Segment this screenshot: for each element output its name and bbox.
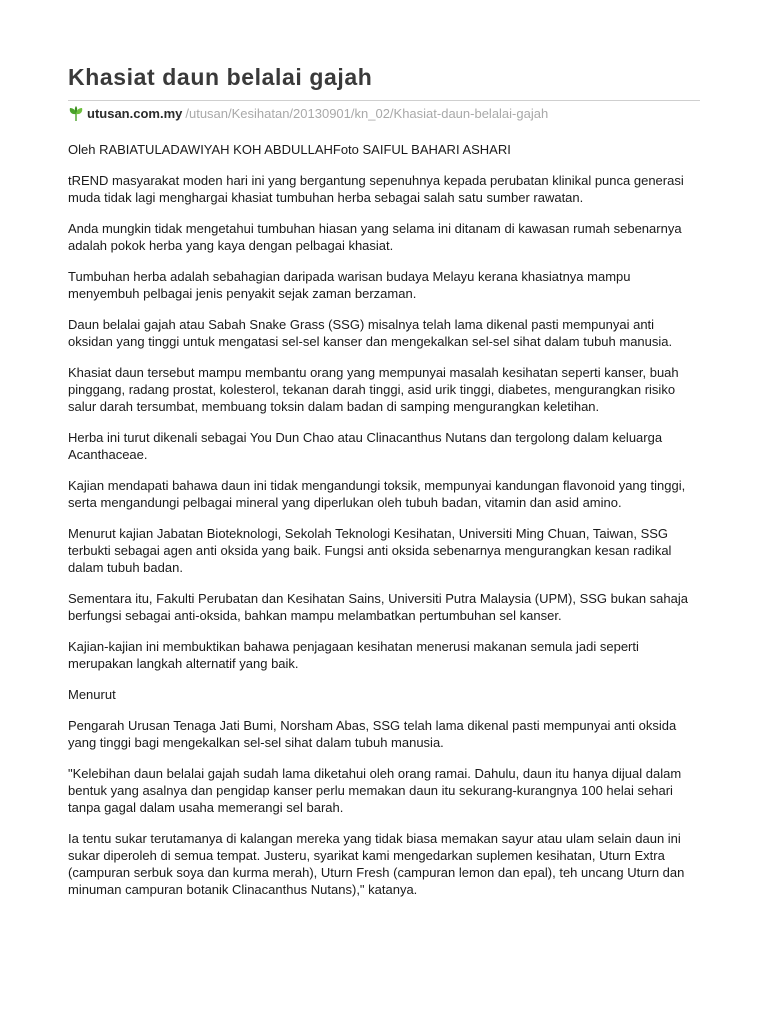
paragraph: Menurut kajian Jabatan Bioteknologi, Sekolah Teknologi Kesihatan, Universiti Ming Chuan, Taiwan, SSG terbukti sebagai agen anti oksida yang baik. Fungsi anti oksida sebenarnya mengurangkan kesan radikal dalam tubuh badan. <box>68 526 672 575</box>
article-page <box>68 62 700 912</box>
paragraph: Anda mungkin tidak mengetahui tumbuhan hiasan yang selama ini ditanam di kawasan rumah sebenarnya adalah pokok herba yang kaya dengan pelbagai khasiat. <box>68 221 682 253</box>
paragraph: Ia tentu sukar terutamanya di kalangan mereka yang tidak biasa memakan sayur atau ulam selain daun ini sukar diperoleh di semua tempat. Justeru, syarikat kami mengedarkan suplemen kesihatan, Uturn Extra (campuran serbuk soya dan kurma merah), Uturn Fresh (campuran lemon dan epal), teh uncang Uturn dan minuman campuran botanik Clinacanthus Nutans)," katanya. <box>68 831 685 897</box>
paragraph: tREND masyarakat moden hari ini yang bergantung sepenuhnya kepada perubatan klinikal punca generasi muda tidak lagi menghargai khasiat tumbuhan herba sebagai salah satu sumber rawatan. <box>68 173 684 205</box>
title-divider <box>68 100 700 101</box>
paragraph: Kajian mendapati bahawa daun ini tidak mengandungi toksik, mempunyai kandungan flavonoid yang tinggi, serta mengandungi pelbagai mineral yang diperlukan oleh tubuh badan, vitamin dan asid amino. <box>68 478 686 510</box>
paragraph: Herba ini turut dikenali sebagai You Dun Chao atau Clinacanthus Nutans dan tergolong dalam keluarga Acanthaceae. <box>68 430 663 462</box>
source-path[interactable]: /utusan/Kesihatan/20130901/kn_02/Khasiat-daun-belalai-gajah <box>185 106 549 121</box>
paragraph: Sementara itu, Fakulti Perubatan dan Kesihatan Sains, Universiti Putra Malaysia (UPM), SSG bukan sahaja berfungsi sebagai anti-oksida, bahkan mampu melambatkan pertumbuhan sel kanser. <box>68 591 688 623</box>
paragraph: Kajian-kajian ini membuktikan bahawa penjagaan kesihatan menerusi makanan semula jadi seperti merupakan langkah alternatif yang baik. <box>68 639 639 671</box>
article-title: Khasiat daun belalai gajah <box>68 64 373 90</box>
paragraph: "Kelebihan daun belalai gajah sudah lama diketahui oleh orang ramai. Dahulu, daun itu hanya dijual dalam bentuk yang asalnya dan pengidap kanser perlu memakan daun itu sekurang-kurangnya 100 helai sehari tanpa gagal dalam usaha memerangi sel barah. <box>68 766 682 815</box>
paragraph: Tumbuhan herba adalah sebahagian daripada warisan budaya Melayu kerana khasiatnya mampu menyembuh pelbagai jenis penyakit sejak zaman berzaman. <box>68 269 631 301</box>
article-body <box>68 141 700 898</box>
source-line[interactable] <box>68 106 700 122</box>
paragraph: Daun belalai gajah atau Sabah Snake Grass (SSG) misalnya telah lama dikenal pasti mempunyai anti oksidan yang tinggi untuk mengatasi sel-sel kanser dan mengekalkan sel-sel sihat dalam tubuh manusia. <box>68 317 673 349</box>
paragraph: Khasiat daun tersebut mampu membantu orang yang mempunyai masalah kesihatan seperti kanser, buah pinggang, radang prostat, kolesterol, tekanan darah tinggi, asid urik tinggi, diabetes, mengurangkan risiko salur darah tersumbat, membuang toksin dalam badan di samping mengurangkan keletihan. <box>68 365 679 414</box>
source-domain[interactable]: utusan.com.my <box>87 106 183 121</box>
byline: Oleh RABIATULADAWIYAH KOH ABDULLAHFoto SAIFUL BAHARI ASHARI <box>68 142 511 157</box>
paragraph: Menurut <box>68 687 116 702</box>
leaf-icon <box>68 106 84 122</box>
paragraph: Pengarah Urusan Tenaga Jati Bumi, Norsham Abas, SSG telah lama dikenal pasti mempunyai anti oksida yang tinggi bagi mengekalkan sel-sel sihat dalam tubuh manusia. <box>68 718 677 750</box>
